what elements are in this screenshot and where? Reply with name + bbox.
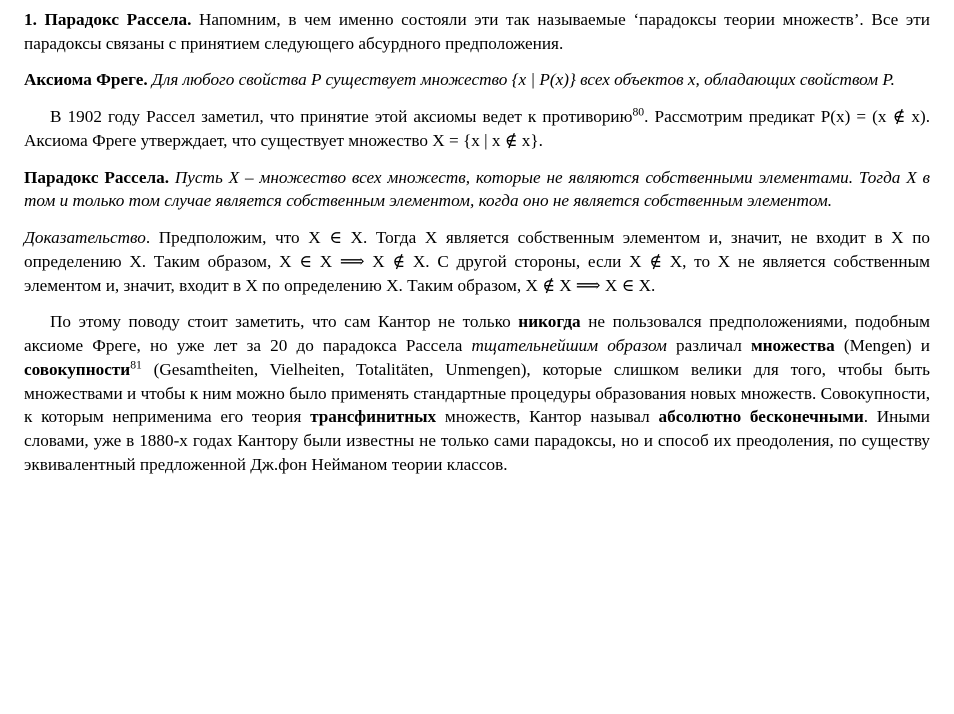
text-cantor-f13: . Иными словами, уже в 1880-х годах Кантору были известны не только сами парадоксы, но и способ их преодоления, по существу эквивалентный предложенной Дж.фон Нейманом теории классов.: [24, 407, 930, 474]
text-cantor-f0: По этому поводу стоит заметить, что сам Кантор не только: [50, 312, 519, 332]
text-russell-intro: Напомним, в чем именно состояли эти так называемые ‘парадоксы теории множеств’. Все эти парадоксы связаны с принятием следующего абсурдного предположения.: [24, 10, 930, 53]
text-cantor-f1: никогда: [518, 312, 581, 332]
heading-proof: Доказательство: [24, 228, 146, 248]
text-frege-axiom: Для любого свойства P существует множество {x | P(x)} всех объектов x, обладающих свойством P.: [147, 70, 895, 90]
text-cantor-f2: не пользовался предположениями, подобным аксиоме Фреге, но уже лет за 20 до парадокса Рассела: [24, 312, 930, 356]
text-proof: . Предположим, что X ∈ X. Тогда X является собственным элементом и, значит, не входит в X по определению X. Таким образом, X ∈ X ⟹ X ∉ X. С другой стороны, если X ∉ X, то X не является собственным элементом и, значит, входит в X по определению X. Таким образом, X ∉ X ⟹ X ∈ X.: [24, 228, 930, 295]
text-cantor-f4: различал: [666, 336, 751, 356]
text-cantor-f11: множеств, Кантор называл: [436, 407, 659, 427]
heading-frege-axiom: Аксиома Фреге.: [24, 70, 148, 90]
paragraph-cantor-remark: [24, 310, 930, 476]
text-cantor-f12: абсолютно бесконечными: [658, 407, 864, 427]
text-russell-1902-part2: . Рассмотрим предикат P(x) = (x ∉ x). Аксиома Фреге утверждает, что существует множество X = {x | x ∉ x}.: [24, 107, 930, 150]
text-cantor-f10: трансфинитных: [310, 407, 437, 427]
paragraph-russell-statement: [24, 166, 930, 213]
paragraph-russell-1902: [24, 105, 930, 152]
text-cantor-f3: тщательнейшим образом: [471, 336, 667, 356]
paragraph-proof: [24, 226, 930, 297]
heading-russell-statement: Парадокс Рассела.: [24, 167, 170, 187]
text-russell-1902-part1: В 1902 году Рассел заметил, что принятие этой аксиомы ведет к противорию: [50, 107, 633, 127]
paragraph-frege-axiom: [24, 68, 930, 92]
footnote-marker-81: 81: [130, 358, 142, 372]
text-cantor-f7: совокупности: [24, 359, 131, 379]
text-cantor-f6: (Mengen) и: [834, 336, 931, 356]
text-cantor-f9: (Gesamtheiten, Vielheiten, Totalitäten, Unmengen), которые слишком велики для того, чтобы быть множествами и чтобы к ним можно было применять стандартные процедуры образования новых множеств. Совокупности, к которым неприменима его теория: [24, 359, 930, 427]
paragraph-russell-intro: [24, 8, 930, 55]
text-cantor-f5: множества: [750, 336, 835, 356]
footnote-marker-80: 80: [632, 105, 645, 119]
heading-russell-paradox: 1. Парадокс Рассела.: [24, 10, 192, 29]
text-russell-statement: Пусть X – множество всех множеств, которые не являются собственными элементами. Тогда X в том и только том случае является собственным элементом, когда оно не является собственным элементом.: [24, 167, 931, 211]
